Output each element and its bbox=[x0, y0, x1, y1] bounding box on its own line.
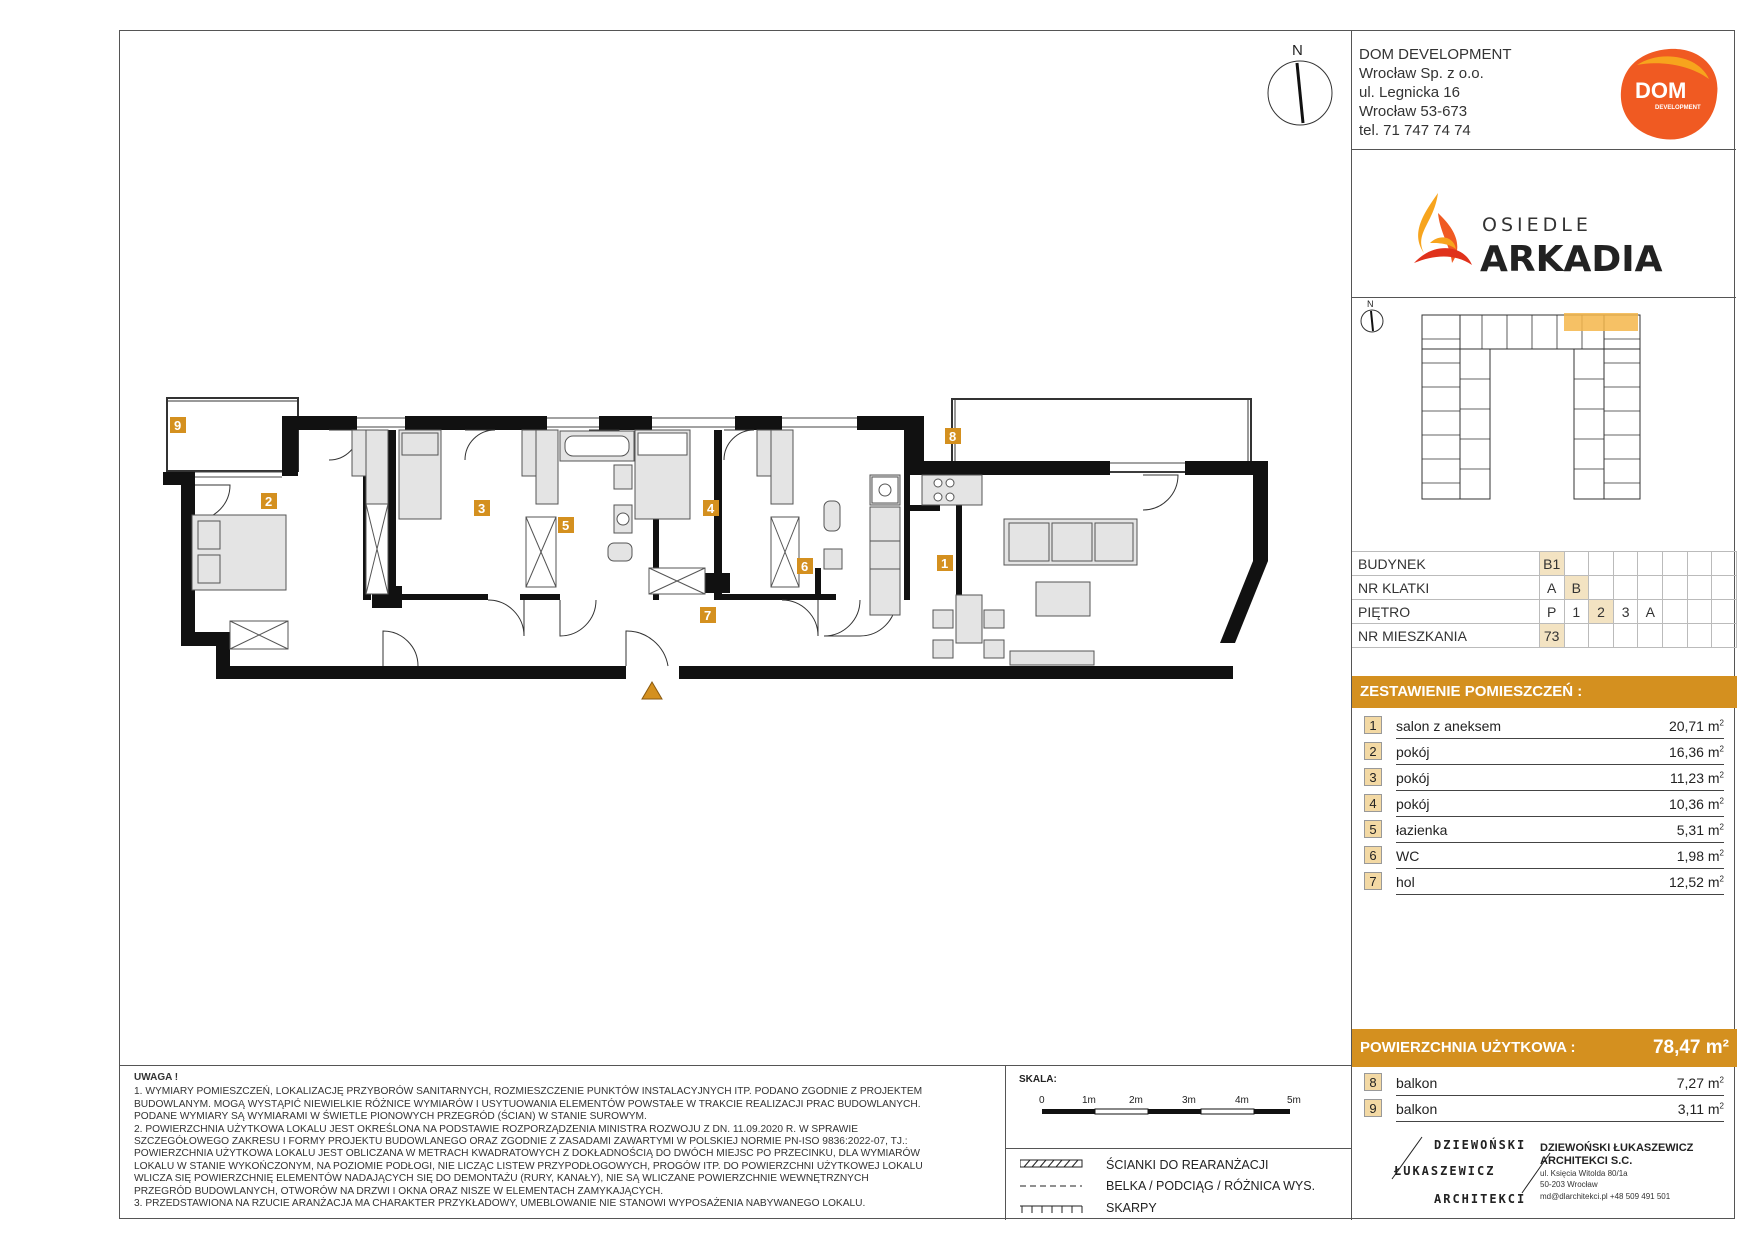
osiedle-text: OSIEDLE bbox=[1482, 214, 1592, 236]
company-phone: tel. 71 747 74 74 bbox=[1359, 122, 1471, 139]
svg-text:7: 7 bbox=[704, 608, 712, 623]
room-marker-7 bbox=[700, 607, 716, 623]
notes-line-1: 1. WYMIARY POMIESZCZEŃ, LOKALIZACJĘ PRZYBORÓW SANITARNYCH, ROZMIESZCZENIE PUNKTÓW INSTALACYJNYCH ITP. PODANO ZGODNIE Z PROJEKTEM bbox=[134, 1086, 923, 1098]
value-mieszkanie: 73 bbox=[1539, 624, 1564, 648]
notes-line-4: 2. POWIERZCHNIA UŻYTKOWA LOKALU JEST OKREŚLONA NA PODSTAWIE ROZPORZĄDZENIA MINISTRA ROZWOJU Z DN. 11.09.2020 R. W SPRAWIE bbox=[134, 1123, 859, 1135]
value-pietro-p: P bbox=[1539, 600, 1564, 624]
dom-logo-text: DOM bbox=[1635, 78, 1687, 103]
svg-text:2m: 2m bbox=[1129, 1095, 1143, 1106]
balconies-list bbox=[1364, 1070, 1724, 1122]
row-pietro bbox=[1352, 600, 1737, 624]
svg-text:8: 8 bbox=[949, 429, 957, 444]
notes-line-10: 3. PRZEDSTAWIONA NA RZUCIE ARANŻACJA MA CHARAKTER PRZYKŁADOWY, UMEBLOWANIE NIE STANOWI WYPOSAŻENIA NABYWANEGO LOKALU. bbox=[134, 1198, 866, 1210]
row-klatka bbox=[1352, 576, 1737, 600]
room-marker-6 bbox=[797, 558, 813, 574]
company-address bbox=[1359, 45, 1512, 140]
svg-text:3: 3 bbox=[478, 501, 486, 516]
room-row-2: 2 pokój 16,36 $m^2$ bbox=[1396, 739, 1724, 765]
compass bbox=[1268, 42, 1332, 125]
svg-text:5: 5 bbox=[562, 518, 570, 533]
notes-line-3: PODANE WYMIARY SĄ WYMIARAMI W ŚWIETLE PIONOWYCH PRZEGRÓD (ŚCIAN) W STANIE SUROWYM. bbox=[134, 1111, 647, 1123]
svg-text:3m: 3m bbox=[1182, 1095, 1196, 1106]
total-area-bar bbox=[1352, 1029, 1737, 1067]
svg-text:2: 2 bbox=[265, 494, 273, 509]
value-klatka-b: B bbox=[1564, 576, 1589, 600]
room-row-5: 5 łazienka 5,31 $m^2$ bbox=[1396, 817, 1724, 843]
divider bbox=[1352, 297, 1736, 298]
compass-label: N bbox=[1292, 42, 1303, 59]
room-row-1: 1 salon z aneksem 20,71 $m^2$ bbox=[1396, 713, 1724, 739]
row-mieszkanie bbox=[1352, 624, 1737, 648]
value-pietro-a: A bbox=[1638, 600, 1663, 624]
total-area-label: POWIERZCHNIA UŻYTKOWA : bbox=[1360, 1039, 1576, 1056]
svg-text:6: 6 bbox=[801, 559, 809, 574]
svg-text:1m: 1m bbox=[1082, 1095, 1096, 1106]
value-pietro-2: 2 bbox=[1589, 600, 1614, 624]
notes-line-7: LOKALU W STANIE WYKOŃCZONYM, NA POZIOMIE PODŁOGI, NIE LICZĄC LISTEW PRZYPODŁOGOWYCH, PROGÓW ITP. DO POWIERZCHNI UŻYTKOWEJ LOKALU bbox=[134, 1160, 923, 1172]
architect-addr2: 50-203 Wrocław bbox=[1540, 1180, 1598, 1189]
room-row-7: 7 hol 12,52 $m^2$ bbox=[1396, 869, 1724, 895]
value-budynek: B1 bbox=[1539, 552, 1564, 576]
rooms-header: ZESTAWIENIE POMIESZCZEŃ : bbox=[1352, 676, 1737, 708]
notes-line-9: PRZEGRÓD BUDOWLANYCH, OTWORÓW NA DRZWI I OKNA ORAZ NISZE W ELEMENTACH ZAMYKAJĄCYCH. bbox=[134, 1185, 664, 1197]
room-row-6: 6 WC 1,98 $m^2$ bbox=[1396, 843, 1724, 869]
entrance-marker bbox=[642, 682, 662, 699]
notes-block bbox=[120, 1065, 1005, 1220]
arkadia-text: ARKADIA bbox=[1480, 239, 1663, 280]
floor-plan bbox=[120, 31, 1351, 1065]
notes-line-5: SZCZEGÓŁOWEGO ZAKRESU I FORMY PROJEKTU BUDOWLANEGO ORAZ ZGODNIE Z ZASADAMI ZAWARTYMI W POLSKIEJ NORMIE PN-ISO 9836:2022-07, TJ.: bbox=[134, 1136, 908, 1148]
room-marker-4 bbox=[703, 500, 719, 516]
keyplan-compass-label: N bbox=[1367, 299, 1374, 309]
balcony-9 bbox=[167, 398, 298, 471]
room-row-4: 4 pokój 10,36 $m^2$ bbox=[1396, 791, 1724, 817]
room-marker-8 bbox=[945, 428, 961, 444]
scale-title: SKALA: bbox=[1019, 1074, 1057, 1085]
architect-name2: ARCHITEKCI S.C. bbox=[1540, 1155, 1633, 1167]
notes-line-6: POWIERZCHNIA UŻYTKOWA LOKALU JEST OBLICZANA W METRACH KWADRATOWYCH Z DOKŁADNOŚCIĄ DO DWÓCH MIEJSC PO PRZECINKU, DLA WYMIARÓW bbox=[134, 1148, 921, 1160]
title-block bbox=[1351, 31, 1736, 1220]
rooms-list bbox=[1364, 713, 1724, 895]
osiedle-arkadia-logo bbox=[1404, 183, 1684, 293]
scale-bar bbox=[1006, 1066, 1350, 1148]
scale-legend-block bbox=[1005, 1065, 1351, 1220]
svg-text:9: 9 bbox=[174, 418, 182, 433]
value-pietro-3: 3 bbox=[1613, 600, 1638, 624]
company-line3: ul. Legnicka 16 bbox=[1359, 84, 1460, 101]
architect-name1: DZIEWOŃSKI ŁUKASZEWICZ bbox=[1540, 1142, 1694, 1154]
legend-rearrangement: ŚCIANKI DO REARANŻACJI bbox=[1106, 1158, 1269, 1172]
legend-beam: BELKA / PODCIĄG / RÓŻNICA WYS. bbox=[1106, 1179, 1316, 1193]
notes-line-8: WLICZA SIĘ POWIERZCHNIĘ ELEMENTÓW NADAJĄCYCH SIĘ DO DEMONTAŻU (RURY, KANAŁY), NIE SĄ WLICZANE POWIERZCHNIE WEWNĘTRZNYCH bbox=[134, 1173, 869, 1185]
floor-plan-svg bbox=[120, 31, 1351, 1065]
dom-logo-subtext: DEVELOPMENT bbox=[1655, 105, 1701, 111]
value-klatka-a: A bbox=[1539, 576, 1564, 600]
architect-contact: md@dlarchitekci.pl +48 509 491 501 bbox=[1540, 1192, 1671, 1201]
room-marker-9 bbox=[170, 417, 186, 433]
apartment-info-table bbox=[1352, 551, 1737, 648]
company-name: DOM DEVELOPMENT bbox=[1359, 46, 1512, 63]
label-budynek: BUDYNEK bbox=[1352, 552, 1539, 576]
room-marker-5 bbox=[558, 517, 574, 533]
notes-line-2: BUDOWLANYM. MOGĄ WYSTĄPIĆ NIEWIELKIE RÓŻNICE WYMIARÓW I USYTUOWANIA ELEMENTÓW POWSTAŁE W TRAKCIE REALIZACJI PRAC BUDOWLANYCH. bbox=[134, 1098, 921, 1110]
room-marker-1 bbox=[937, 555, 953, 571]
room-marker-3 bbox=[474, 500, 490, 516]
company-line4: Wrocław 53-673 bbox=[1359, 103, 1468, 120]
company-line2: Wrocław Sp. z o.o. bbox=[1359, 65, 1484, 82]
architect-logo-line3: ARCHITEKCI bbox=[1434, 1192, 1527, 1206]
balcony-row-9: 9 balkon 3,11 $m^2$ bbox=[1396, 1096, 1724, 1122]
label-pietro: PIĘTRO bbox=[1352, 600, 1539, 624]
value-pietro-1: 1 bbox=[1564, 600, 1589, 624]
row-budynek bbox=[1352, 552, 1737, 576]
dom-development-logo bbox=[1617, 45, 1721, 143]
divider bbox=[1352, 149, 1736, 150]
svg-text:0: 0 bbox=[1039, 1095, 1045, 1106]
divider bbox=[1006, 1148, 1351, 1149]
svg-text:1: 1 bbox=[941, 556, 949, 571]
legend-symbols bbox=[1020, 1158, 1086, 1218]
architect-logo-line1: DZIEWOŃSKI bbox=[1434, 1138, 1527, 1152]
total-area-value: 78,47 m² bbox=[1652, 1037, 1729, 1058]
architect-logo-line2: ŁUKASZEWICZ bbox=[1394, 1164, 1496, 1178]
building-keyplan bbox=[1352, 299, 1737, 571]
drawing-sheet bbox=[119, 30, 1735, 1219]
svg-text:5m: 5m bbox=[1287, 1095, 1301, 1106]
legend-slopes: SKARPY bbox=[1106, 1201, 1157, 1215]
architect-addr1: ul. Księcia Witolda 80/1a bbox=[1540, 1169, 1628, 1178]
architect-block bbox=[1352, 1131, 1737, 1221]
room-marker-2 bbox=[261, 493, 277, 509]
notes-title: UWAGA ! bbox=[134, 1072, 179, 1083]
label-klatka: NR KLATKI bbox=[1352, 576, 1539, 600]
balcony-row-8: 8 balkon 7,27 $m^2$ bbox=[1396, 1070, 1724, 1096]
keyplan-highlight bbox=[1564, 313, 1638, 331]
svg-text:4: 4 bbox=[707, 501, 715, 516]
label-mieszkanie: NR MIESZKANIA bbox=[1352, 624, 1539, 648]
room-row-3: 3 pokój 11,23 $m^2$ bbox=[1396, 765, 1724, 791]
svg-text:4m: 4m bbox=[1235, 1095, 1249, 1106]
